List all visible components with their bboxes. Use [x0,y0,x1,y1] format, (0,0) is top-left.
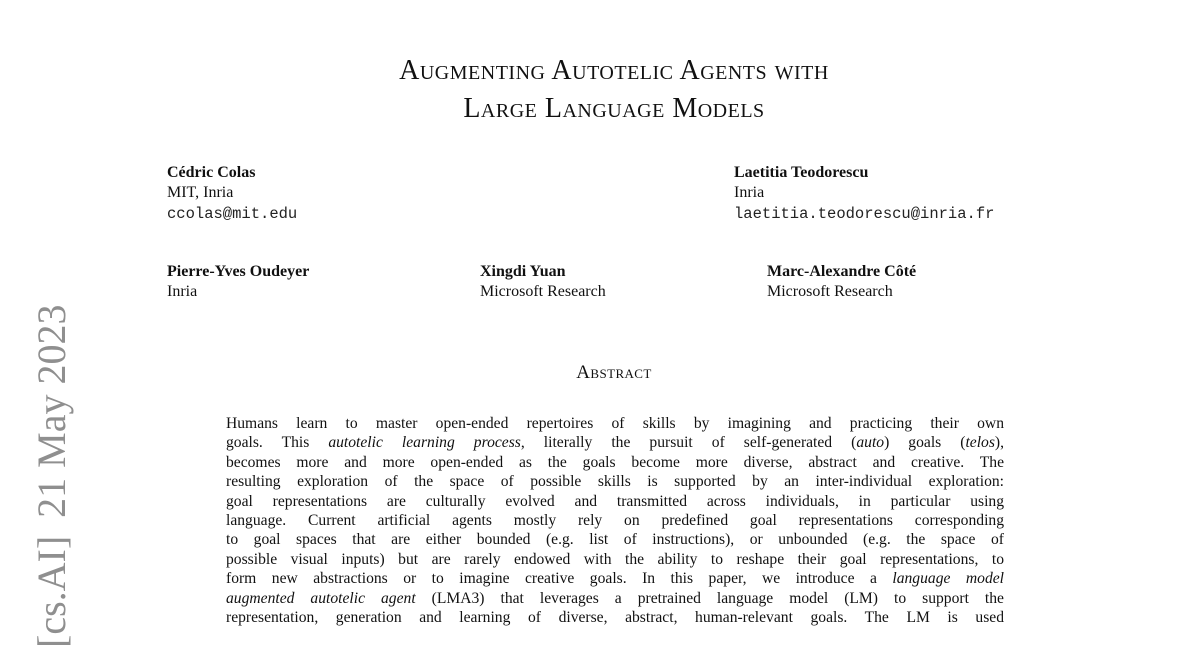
abstract-line [226,608,1004,627]
author-name: Pierre-Yves Oudeyer [167,263,310,280]
arxiv-category[interactable]: [cs.AI] [29,535,74,648]
paper-title-line-2: Large Language Models [463,93,765,124]
abstract-text: language. Current artificial agents mostly rely on predefined goal representations corresponding [226,512,1004,530]
abstract-text: Humans learn to master open-ended repertoires of skills by imagining and practicing their own [226,415,1004,432]
author-name: Cédric Colas [167,164,256,181]
abstract-text: form new abstractions or to imagine creative goals. In this paper, we introduce a [226,570,893,588]
abstract-line [226,530,1004,549]
abstract-text: to goal spaces that are either bounded (e.g. list of instructions), or unbounded (e.g. the space of [226,531,1004,549]
author-name: Xingdi Yuan [480,263,566,280]
abstract-body [226,414,1004,627]
author-affiliation: Inria [734,184,765,201]
abstract-heading: Abstract [576,362,652,383]
author-block [167,163,297,225]
abstract-text: representation, generation and learning of diverse, abstract, human-relevant goals. The LM is used [226,609,1004,627]
abstract-text: ) goals ( [884,434,966,452]
abstract-text: , literally the pursuit of self-generated ( [520,434,857,452]
author-affiliation: Microsoft Research [767,283,893,300]
abstract-text: goal representations are culturally evolved and transmitted across individuals, in particular using [226,492,1004,510]
abstract-line [226,414,1004,433]
paper-title-line-1: Augmenting Autotelic Agents with [399,55,829,86]
author-name: Marc-Alexandre Côté [767,263,917,280]
author-email[interactable]: ccolas@mit.edu [167,205,298,223]
abstract-text: becomes more and more open-ended as the goals become more diverse, abstract and creative. The [226,453,1004,471]
abstract-text: ), [994,434,1004,452]
author-name: Laetitia Teodorescu [734,164,869,181]
author-affiliation: MIT, Inria [167,184,234,201]
abstract-line [226,589,1004,608]
author-email[interactable]: laetitia.teodorescu@inria.fr [734,205,995,223]
abstract-line [226,453,1004,472]
author-affiliation: Inria [167,283,198,300]
author-block [167,262,309,302]
abstract-text: resulting exploration of the space of possible skills is supported by an inter-individual exploration: [226,473,1004,491]
abstract-italic-text: augmented autotelic agent [226,589,416,607]
abstract-italic-text: language model [892,570,1004,588]
abstract-line [226,511,1004,530]
abstract-line [226,550,1004,569]
paper-title [0,52,1200,128]
abstract-line [226,433,1004,452]
abstract-line [226,492,1004,511]
abstract-italic-text: autotelic learning process [328,434,521,452]
author-block [734,163,994,225]
abstract-italic-text: telos [965,434,995,452]
abstract-italic-text: auto [856,434,885,452]
abstract-text: goals. This [226,434,329,452]
author-block [767,262,916,302]
abstract-text: possible visual inputs) but are rarely endowed with the ability to reshape their goal representations, to [226,550,1004,568]
arxiv-stamp [30,305,74,648]
arxiv-date: 21 May 2023 [29,304,74,518]
abstract-line [226,472,1004,491]
author-block [480,262,606,302]
abstract-line [226,569,1004,588]
author-affiliation: Microsoft Research [480,283,606,300]
abstract-text: (LMA3) that leverages a pretrained language model (LM) to support the [415,589,1004,607]
